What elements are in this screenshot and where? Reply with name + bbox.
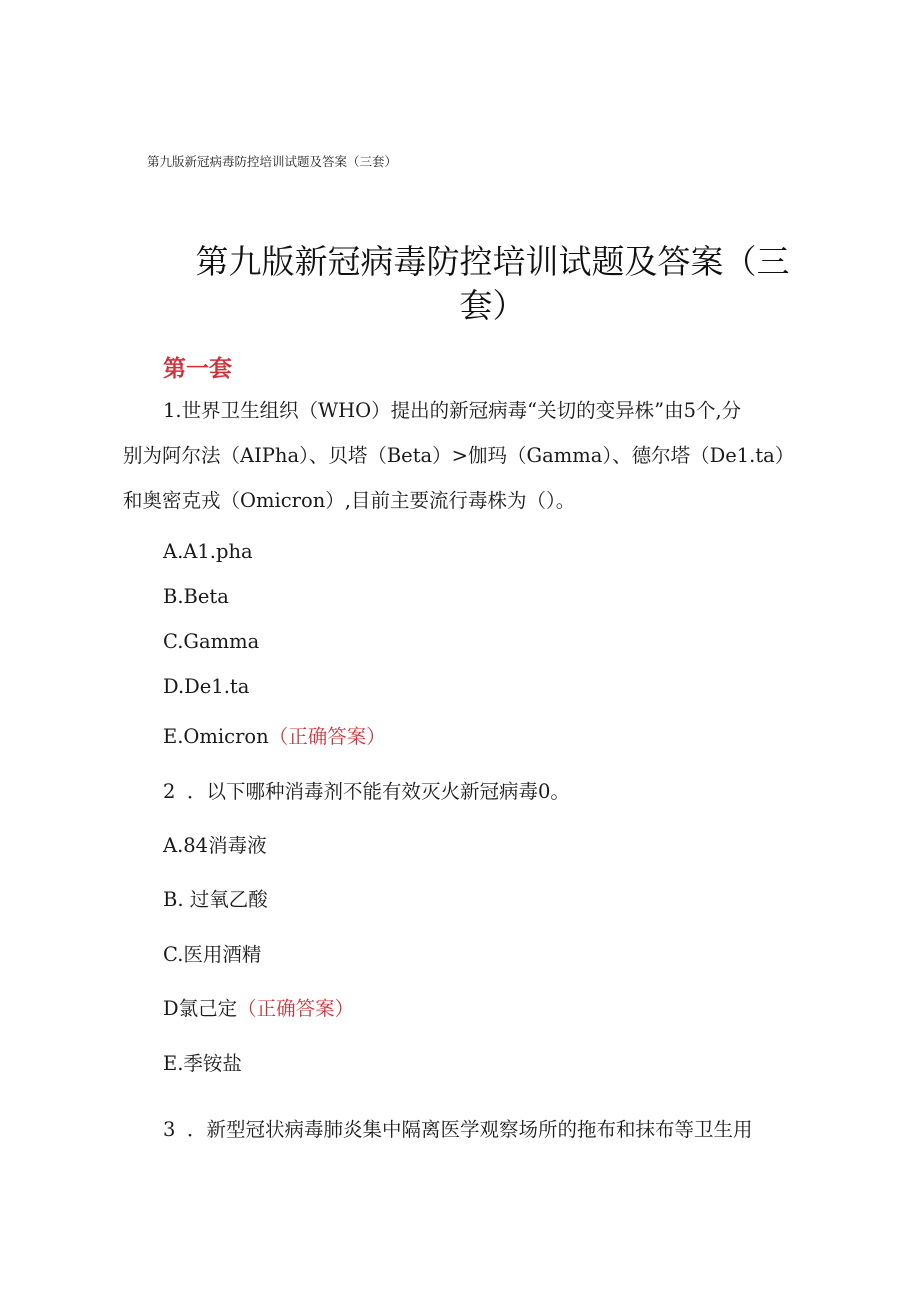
question-1-option-d [163,675,249,698]
question-1-option-c [163,630,259,653]
question-1-line-3: 和奥密克戎（Omicron）,目前主要流行毒株为（）。 [123,489,576,512]
question-3-number: 3 [163,1118,176,1141]
document-title-line-1: 第九版新冠病毒防控培训试题及答案（三 [195,242,790,281]
question-1-option-e [163,721,386,749]
document-title [120,240,865,328]
question-2-body: ．以下哪种消毒剂不能有效灭火新冠病毒0。 [187,780,570,803]
correct-answer-mark: （正确答案） [268,725,386,748]
option-label: D氯己定 [163,997,238,1020]
option-label: E.季铵盐 [163,1052,242,1075]
option-label: C.Gamma [163,630,260,653]
question-3-body: ．新型冠状病毒肺炎集中隔离医学观察场所的拖布和抹布等卫生用 [187,1118,753,1141]
option-label: B.Beta [163,585,229,608]
question-3-text [163,1114,753,1142]
document-title-line-2: 套） [459,286,526,325]
section-title: 第一套 [163,356,232,382]
option-label: B. 过氧乙酸 [163,888,268,911]
question-1-text [123,388,823,523]
option-label: A.A1.pha [163,540,253,563]
question-2-number: 2 [163,780,176,803]
correct-answer-mark: （正确答案） [237,997,355,1020]
question-2-text [163,776,570,804]
question-1-option-a [163,540,253,563]
question-1-option-b [163,585,229,608]
question-2-option-a [163,830,267,858]
question-1-line-2: 别为阿尔法（AIPha）、贝塔（Beta）>伽玛（Gamma）、德尔塔（De1.ta） [123,444,795,467]
option-label: A.84消毒液 [163,834,267,857]
running-header: 第九版新冠病毒防控培训试题及答案（三套） [147,154,398,169]
question-2-option-e [163,1048,242,1076]
question-2-option-b [163,884,268,912]
question-2-option-d [163,993,354,1021]
question-2-option-c [163,939,261,967]
option-label: C.医用酒精 [163,943,262,966]
question-1-line-1: 1.世界卫生组织（WHO）提出的新冠病毒“关切的变异株”由5个,分 [163,399,742,422]
option-label: D.De1.ta [163,675,250,698]
option-label: E.Omicron [163,725,269,748]
